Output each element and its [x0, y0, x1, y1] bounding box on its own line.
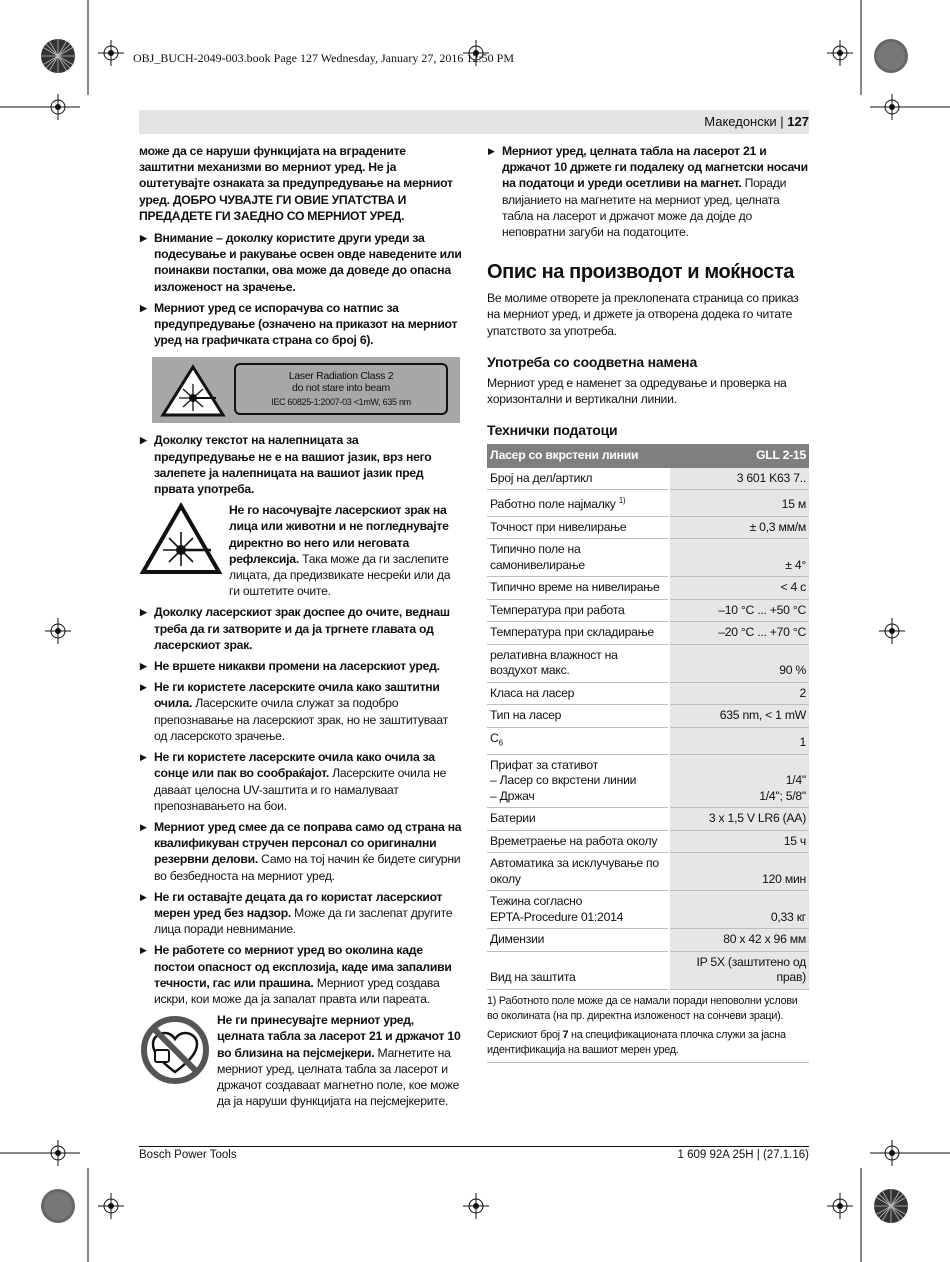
table-row: Батерии 3 x 1,5 V LR6 (AA): [487, 808, 809, 831]
bullet-triangle-icon: ▶: [140, 752, 147, 763]
table-notes: [487, 994, 809, 1063]
table-row: Температура при работа –10 °C ... +50 °C: [487, 599, 809, 622]
pacemaker-warning: [139, 1012, 462, 1109]
table-header-row: [487, 444, 809, 468]
table-row: Прифат за стативот – Ласер со вкрстени линии – Држач 1/4" 1/4"; 5/8": [487, 754, 809, 808]
table-row: Точност при нивелирање ± 0,3 мм/м: [487, 516, 809, 539]
bullet-item: ▶ Не ги користете ласерските очила како очила за сонце или пак во сообраќајот. Ласерските очила не даваат целосна UV-заштита и го намалуваат препознавањето на бои.: [140, 750, 447, 813]
table-row: Времетраење на работа околу 15 ч: [487, 830, 809, 853]
bullet-triangle-icon: ▶: [140, 891, 147, 902]
laser-label-text: Laser Radiation Class 2 do not stare into beam IEC 60825-1:2007-03 <1mW, 635 nm: [234, 363, 448, 415]
bullet-triangle-icon: ▶: [140, 682, 147, 693]
technical-data-table: [487, 444, 809, 990]
table-row: Вид на заштита IP 5X (заштитено од прав): [487, 951, 809, 989]
laser-warning-icon: [160, 364, 226, 418]
bullet-item: ▶ Не ги користете ласерските очила како заштитни очила. Ласерските очила служат за подобро препознавање на ласерскиот зрак, но не заштитуваат од ласерското зрачење.: [140, 680, 448, 743]
table-row: Број на дел/артикл 3 601 K63 7..: [487, 468, 809, 490]
table-row: Тип на ласер 635 nm, < 1 mW: [487, 705, 809, 728]
no-pacemaker-icon: [139, 1012, 211, 1084]
bullet-item: ▶ Не вршете никакви промени на ласерскиот уред.: [140, 659, 440, 674]
table-row: Температура при складирање –20 °C ... +70 °C: [487, 622, 809, 645]
bullet-item: ▶ Мерниот уред смее да се поправа само од страна на квалификуван стручен персонал со оригинални резервни делови. Само на тој начин ќе бидете сигурни во безбедноста на мерниот уред.: [140, 819, 462, 883]
bullet-triangle-icon: ▶: [140, 233, 147, 244]
intended-use-paragraph: Мерниот уред е наменет за одредување и проверка на хоризонтални и вертикални линии.: [487, 375, 787, 407]
header-language: Македонски: [704, 114, 777, 129]
print-slug: OBJ_BUCH-2049-003.book Page 127 Wednesday, January 27, 2016 12:50 PM: [133, 51, 515, 65]
section-heading-intended-use: Употреба со соодветна намена: [487, 353, 698, 370]
table-header-label: Ласер со вкрстени линии: [487, 444, 669, 468]
pacemaker-warning-text: Не ги принесувајте мерниот уред, целната табла за ласерот 21 и држачот 10 во близина на пејсмејкери. Магнетите на мерниот уред, целната табла за ласерот и држачот создаваат магнетно поле, кое може да ја наруши функцијата на пејсмејкерите.: [217, 1013, 461, 1109]
laser-warning-label: [152, 357, 460, 423]
bullet-triangle-icon: ▶: [140, 435, 147, 446]
table-row: Димензии 80 x 42 x 96 мм: [487, 929, 809, 952]
table-row: Работно поле најмалку $^{1)}$ 15 м: [487, 490, 809, 517]
running-header: Македонски | 127: [704, 114, 809, 129]
page-number: 127: [787, 114, 809, 129]
bullet-item: ▶ Доколку ласерскиот зрак доспее до очите, веднаш треба да ги затворите и да ја тргнете главата од ласерскиот зрак.: [140, 605, 450, 652]
bullet-triangle-icon: ▶: [140, 821, 147, 832]
bullet-triangle-icon: ▶: [140, 607, 147, 618]
bullet-triangle-icon: ▶: [488, 146, 495, 156]
laser-eye-warning-text: Не го насочувајте ласерскиот зрак на лица или животни и не погледнувајте директно во него или неговата рефлексија. Така може да ги заслепите лицата, да предизвикате несреќи или да ги оштетите очите.: [229, 503, 451, 599]
footnote: 1) Работното поле може да се намали поради неповолни услови во околината (на пр. директна изложеност на сончеви зраци).: [487, 994, 798, 1022]
bullet-triangle-icon: ▶: [140, 661, 147, 672]
bullet-item: ▶ Мерниот уред се испорачува со натпис за предупредување (означено на приказот на мерниот уред на графичката страна со број 6).: [140, 300, 458, 348]
bullet-triangle-icon: ▶: [140, 302, 147, 313]
table-row: Тежина согласно EPTA-Procedure 01:2014 0,33 кг: [487, 891, 809, 929]
laser-hazard-icon: [139, 502, 223, 576]
table-row: Типично поле на самонивелирање ± 4°: [487, 539, 809, 577]
section-heading-technical-data: Технички податоци: [487, 422, 618, 439]
table-row: Типично време на нивелирање < 4 с: [487, 577, 809, 600]
footer-doc-number: 1 609 92A 25H | (27.1.16): [677, 1149, 809, 1161]
table-row: релативна влажност на воздухот макс. 90 %: [487, 644, 809, 682]
laser-eye-warning: [139, 502, 462, 599]
footer-brand: Bosch Power Tools: [139, 1149, 237, 1161]
left-column: [139, 143, 462, 1114]
intro-paragraph: може да се наруши функцијата на вградените заштитни механизми во мерниот уред. Не ја оштетувајте ознаката за предупредување на мерниот уред. ДОБРО ЧУВАЈТЕ ГИ ОВИЕ УПАТСТВА И ПРЕДАДЕТЕ ГИ ЗАЕДНО СО МЕРНИОТ УРЕД.: [139, 144, 453, 223]
bullet-item: ▶ Внимание – доколку користите други уреди за подесување и ракување освен овде наведените или поинакви постапки, ова може да доведе до опасна изложеност на зрачење.: [140, 231, 462, 294]
serial-number-note: Серискиот број 7 на спецификационата плочка служи за јасна идентификација на вашиот мерен уред.: [487, 1028, 786, 1056]
right-column: [487, 143, 809, 1063]
table-row: $C_6$ 1: [487, 727, 809, 754]
table-row: Автоматика за исклучување по околу 120 мин: [487, 853, 809, 891]
product-paragraph: Ве молиме отворете ја преклопената страница со приказ на мерниот уред, и држете ја отворена додека го читате упатството за употреба.: [487, 291, 799, 338]
bullet-item: ▶ Мерниот уред, целната табла на ласерот 21 и држачот 10 држете ги подалеку од магнетски носачи на податоци и уреди осетливи на магнет. Поради влијанието на магнетите на мерниот уред, целната табла на ласерот и држачот може да дојде до неповратни загуби на податоците.: [488, 144, 808, 240]
table-row: Класа на ласер 2: [487, 682, 809, 705]
bullet-item: ▶ Не работете со мерниот уред во околина каде постои опасност од експлозија, каде има запаливи течности, гас или прашина. Мерниот уред создава искри, кои може да ја запалат правта или пареата.: [140, 943, 452, 1006]
footer-rule: [139, 1146, 809, 1147]
bullet-item: ▶ Не ги оставајте децата да го користат ласерскиот мерен уред без надзор. Може да ги заслепат другите лица поради невнимание.: [140, 889, 453, 937]
notes-divider: [487, 1062, 809, 1063]
table-header-model: GLL 2-15: [669, 444, 809, 468]
bullet-triangle-icon: ▶: [140, 945, 147, 956]
bullet-item: ▶ Доколку текстот на налепницата за предупредување не е на вашиот јазик, врз него залепете ја налепницата на вашиот јазик пред првата употреба.: [140, 433, 432, 497]
section-heading-product: Опис на производот и моќноста: [487, 261, 794, 284]
